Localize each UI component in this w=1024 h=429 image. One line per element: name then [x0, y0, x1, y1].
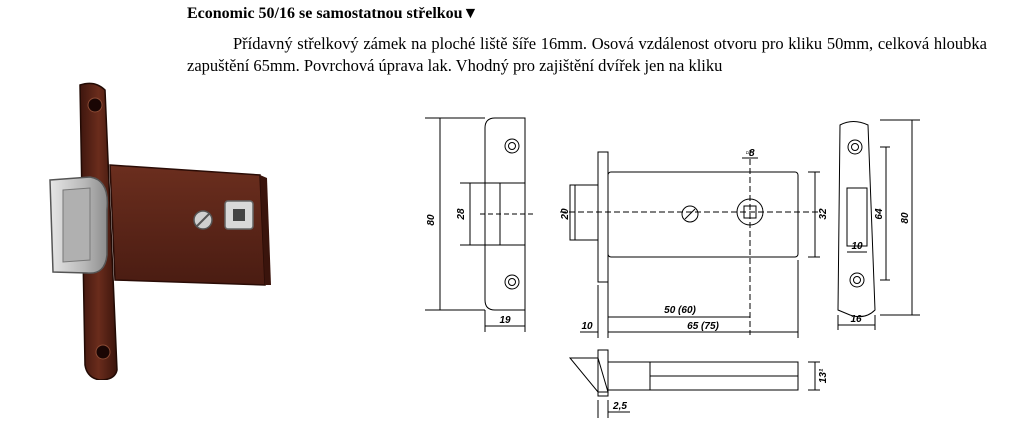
dim-right-hole-spacing: 64 — [874, 208, 885, 220]
description-text: Přídavný střelkový zámek na ploché liště šíře 16mm. Osová vzdálenost otvoru pro kliku 50mm, celková hloubka zapuštění 65mm. Povrchová úprava lak. Vhodný pro zajištění dvířek jen na kliku — [187, 34, 987, 75]
dim-front-height: 80 — [426, 214, 437, 226]
technical-drawing — [420, 110, 940, 429]
dim-right-latch-width: 10 — [851, 241, 863, 252]
dim-plate: 10 — [581, 321, 593, 332]
product-description — [187, 33, 987, 77]
dim-bottom-thickness: 2,5 — [613, 401, 627, 412]
dim-right-width: 16 — [850, 314, 862, 325]
dim-side-body: 32 — [818, 208, 829, 220]
dim-front-width: 19 — [499, 315, 511, 326]
dim-bottom-height: 13¹ — [818, 368, 829, 384]
dim-front-latch: 28 — [456, 208, 467, 220]
dim-backset: 50 (60) — [664, 305, 696, 316]
dim-side-latch: 20 — [560, 208, 571, 220]
dim-square: ▫8 — [745, 148, 755, 159]
dim-right-height: 80 — [900, 212, 911, 224]
lock-photo — [35, 80, 315, 380]
product-title: Economic 50/16 se samostatnou střelkou▼ — [187, 5, 479, 22]
dim-depth: 65 (75) — [687, 321, 719, 332]
